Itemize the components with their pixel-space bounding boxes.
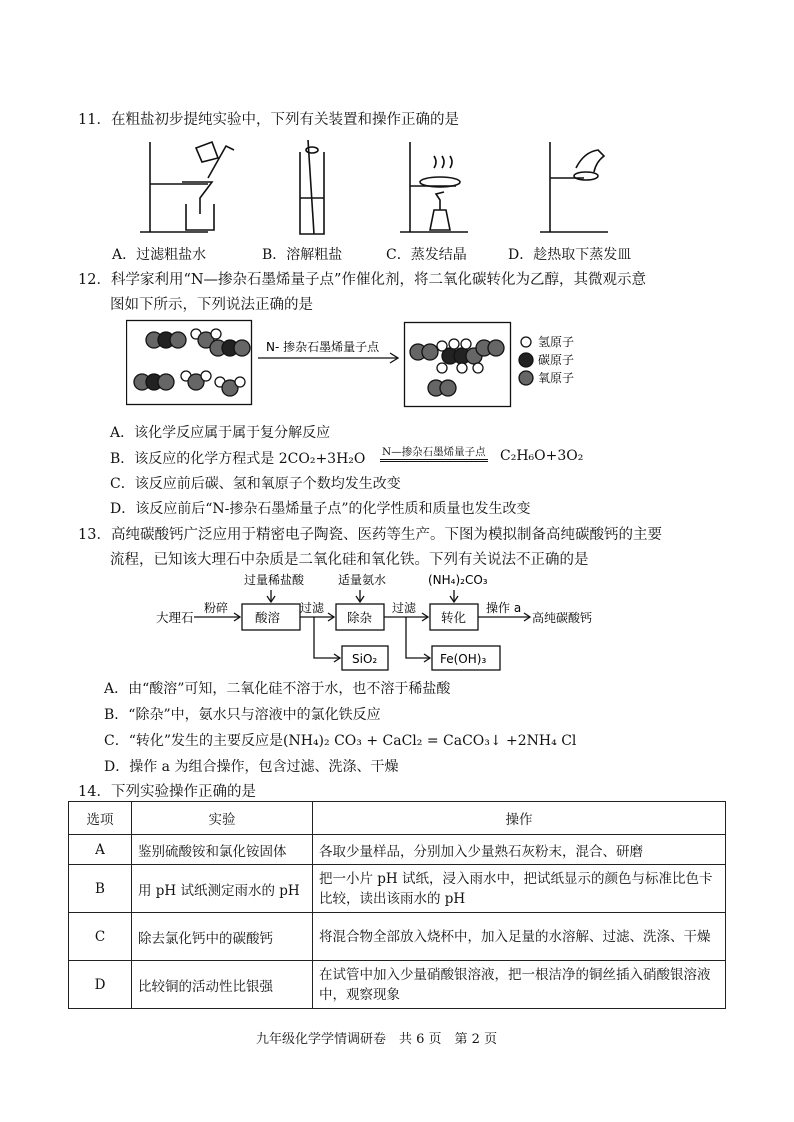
q13-option-d: D．操作 a 为组合操作，包含过滤、洗涤、干燥 (104, 759, 399, 775)
header-experiment: 实验 (132, 802, 313, 835)
q13-stem-line1: 13．高纯碳酸钙广泛应用于精密电子陶瓷、医药等生产。下图为模拟制备高纯碳酸钙的主要 (78, 527, 662, 543)
row-c-option: C (69, 913, 132, 961)
page-footer: 九年级化学学情调研卷 共 6 页 第 2 页 (256, 1032, 498, 1047)
q13-filter-2: 过滤 (392, 601, 417, 615)
q12-option-b-suffix: C₂H₆O+3O₂ (500, 448, 584, 464)
row-b-operation: 把一小片 pH 试纸，浸入雨水中，把试纸显示的颜色与标准比色卡比较，读出该雨水的 pH (313, 865, 726, 913)
q11-stem: 11．在粗盐初步提纯实验中，下列有关装置和操作正确的是 (78, 112, 459, 128)
table-row (69, 865, 726, 913)
q13-box-acid-dissolve: 酸溶 (255, 610, 281, 625)
row-d-experiment: 比较铜的活动性比银强 (132, 961, 313, 1009)
q13-box-remove-impurity: 除杂 (347, 610, 373, 625)
q12-option-a: A．该化学反应属于属于复分解反应 (110, 425, 331, 441)
q12-legend-carbon: 碳原子 (538, 353, 575, 367)
q13-option-b: B．“除杂”中，氨水只与溶液中的氯化铁反应 (104, 707, 381, 723)
q12-stem-line2: 图如下所示，下列说法正确的是 (110, 297, 313, 313)
table-row (69, 835, 726, 865)
q12-reaction-condition: N—掺杂石墨烯量子点 (380, 444, 488, 462)
q12-legend-oxygen: 氧原子 (538, 371, 575, 385)
q12-arrow-label: N- 掺杂石墨烯量子点 (266, 340, 380, 354)
row-a-experiment: 鉴别硫酸铵和氯化铵固体 (132, 835, 313, 865)
q13-flow-diagram (152, 568, 612, 676)
q11-apparatus-figures (138, 138, 638, 240)
table-row (69, 961, 726, 1009)
q14-stem: 14．下列实验操作正确的是 (78, 784, 256, 800)
header-option: 选项 (69, 802, 132, 835)
q13-option-a: A．由“酸溶”可知，二氧化硅不溶于水，也不溶于稀盐酸 (104, 681, 451, 697)
q14-table (68, 801, 726, 1009)
q13-box-convert: 转化 (441, 610, 467, 625)
q12-stem-line1: 12．科学家利用“N—掺杂石墨烯量子点”作催化剂，将二氧化碳转化为乙醇，其微观示意 (78, 272, 646, 288)
row-d-operation: 在试管中加入少量硝酸银溶液，把一根洁净的铜丝插入硝酸银溶液中，观察现象 (313, 961, 726, 1009)
q13-filter-1: 过滤 (300, 601, 325, 615)
q12-option-b-prefix: B．该反应的化学方程式是 2CO₂+3H₂O (110, 451, 366, 467)
row-d-option: D (69, 961, 132, 1009)
row-c-experiment: 除去氯化钙中的碳酸钙 (132, 913, 313, 961)
header-operation: 操作 (313, 802, 726, 835)
q13-operation-a: 操作 a (486, 601, 522, 615)
q13-reagent-carbonate: (NH₄)₂CO₃ (428, 573, 488, 587)
q13-product: 高纯碳酸钙 (532, 611, 593, 625)
q12-option-d: D．该反应前后“N-掺杂石墨烯量子点”的化学性质和质量也发生改变 (110, 501, 531, 517)
row-c-operation: 将混合物全部放入烧杯中，加入足量的水溶解、过滤、洗涤、干燥 (313, 913, 726, 961)
row-a-option: A (69, 835, 132, 865)
q11-option-c: C．蒸发结晶 (386, 247, 467, 263)
q13-waste-sio2: SiO₂ (352, 652, 378, 666)
q13-stem-line2: 流程，已知该大理石中杂质是二氧化硅和氧化铁。下列有关说法不正确的是 (110, 552, 589, 568)
q13-reagent-hcl: 过量稀盐酸 (244, 573, 305, 587)
q13-waste-feoh3: Fe(OH)₃ (440, 652, 487, 666)
row-b-option: B (69, 865, 132, 913)
q12-option-c: C．该反应前后碳、氢和氧原子个数均发生改变 (110, 476, 401, 492)
q11-option-d: D．趁热取下蒸发皿 (508, 247, 632, 263)
q13-option-c: C．“转化”发生的主要反应是(NH₄)₂ CO₃ + CaCl₂ = CaCO₃↓ +2NH₄ Cl (104, 733, 577, 749)
table-header-row (69, 802, 726, 835)
q12-micro-diagram (126, 318, 596, 410)
q13-reagent-ammonia: 适量氨水 (338, 573, 387, 587)
row-a-operation: 各取少量样品，分别加入少量熟石灰粉末，混合、研磨 (313, 835, 726, 865)
q12-legend-hydrogen: 氢原子 (538, 335, 575, 349)
row-b-experiment: 用 pH 试纸测定雨水的 pH (132, 865, 313, 913)
table-row (69, 913, 726, 961)
q13-step-grind: 粉碎 (204, 601, 229, 615)
q11-option-b: B．溶解粗盐 (262, 247, 343, 263)
q13-start-marble: 大理石 (156, 610, 194, 625)
q11-option-a: A．过滤粗盐水 (112, 247, 207, 263)
